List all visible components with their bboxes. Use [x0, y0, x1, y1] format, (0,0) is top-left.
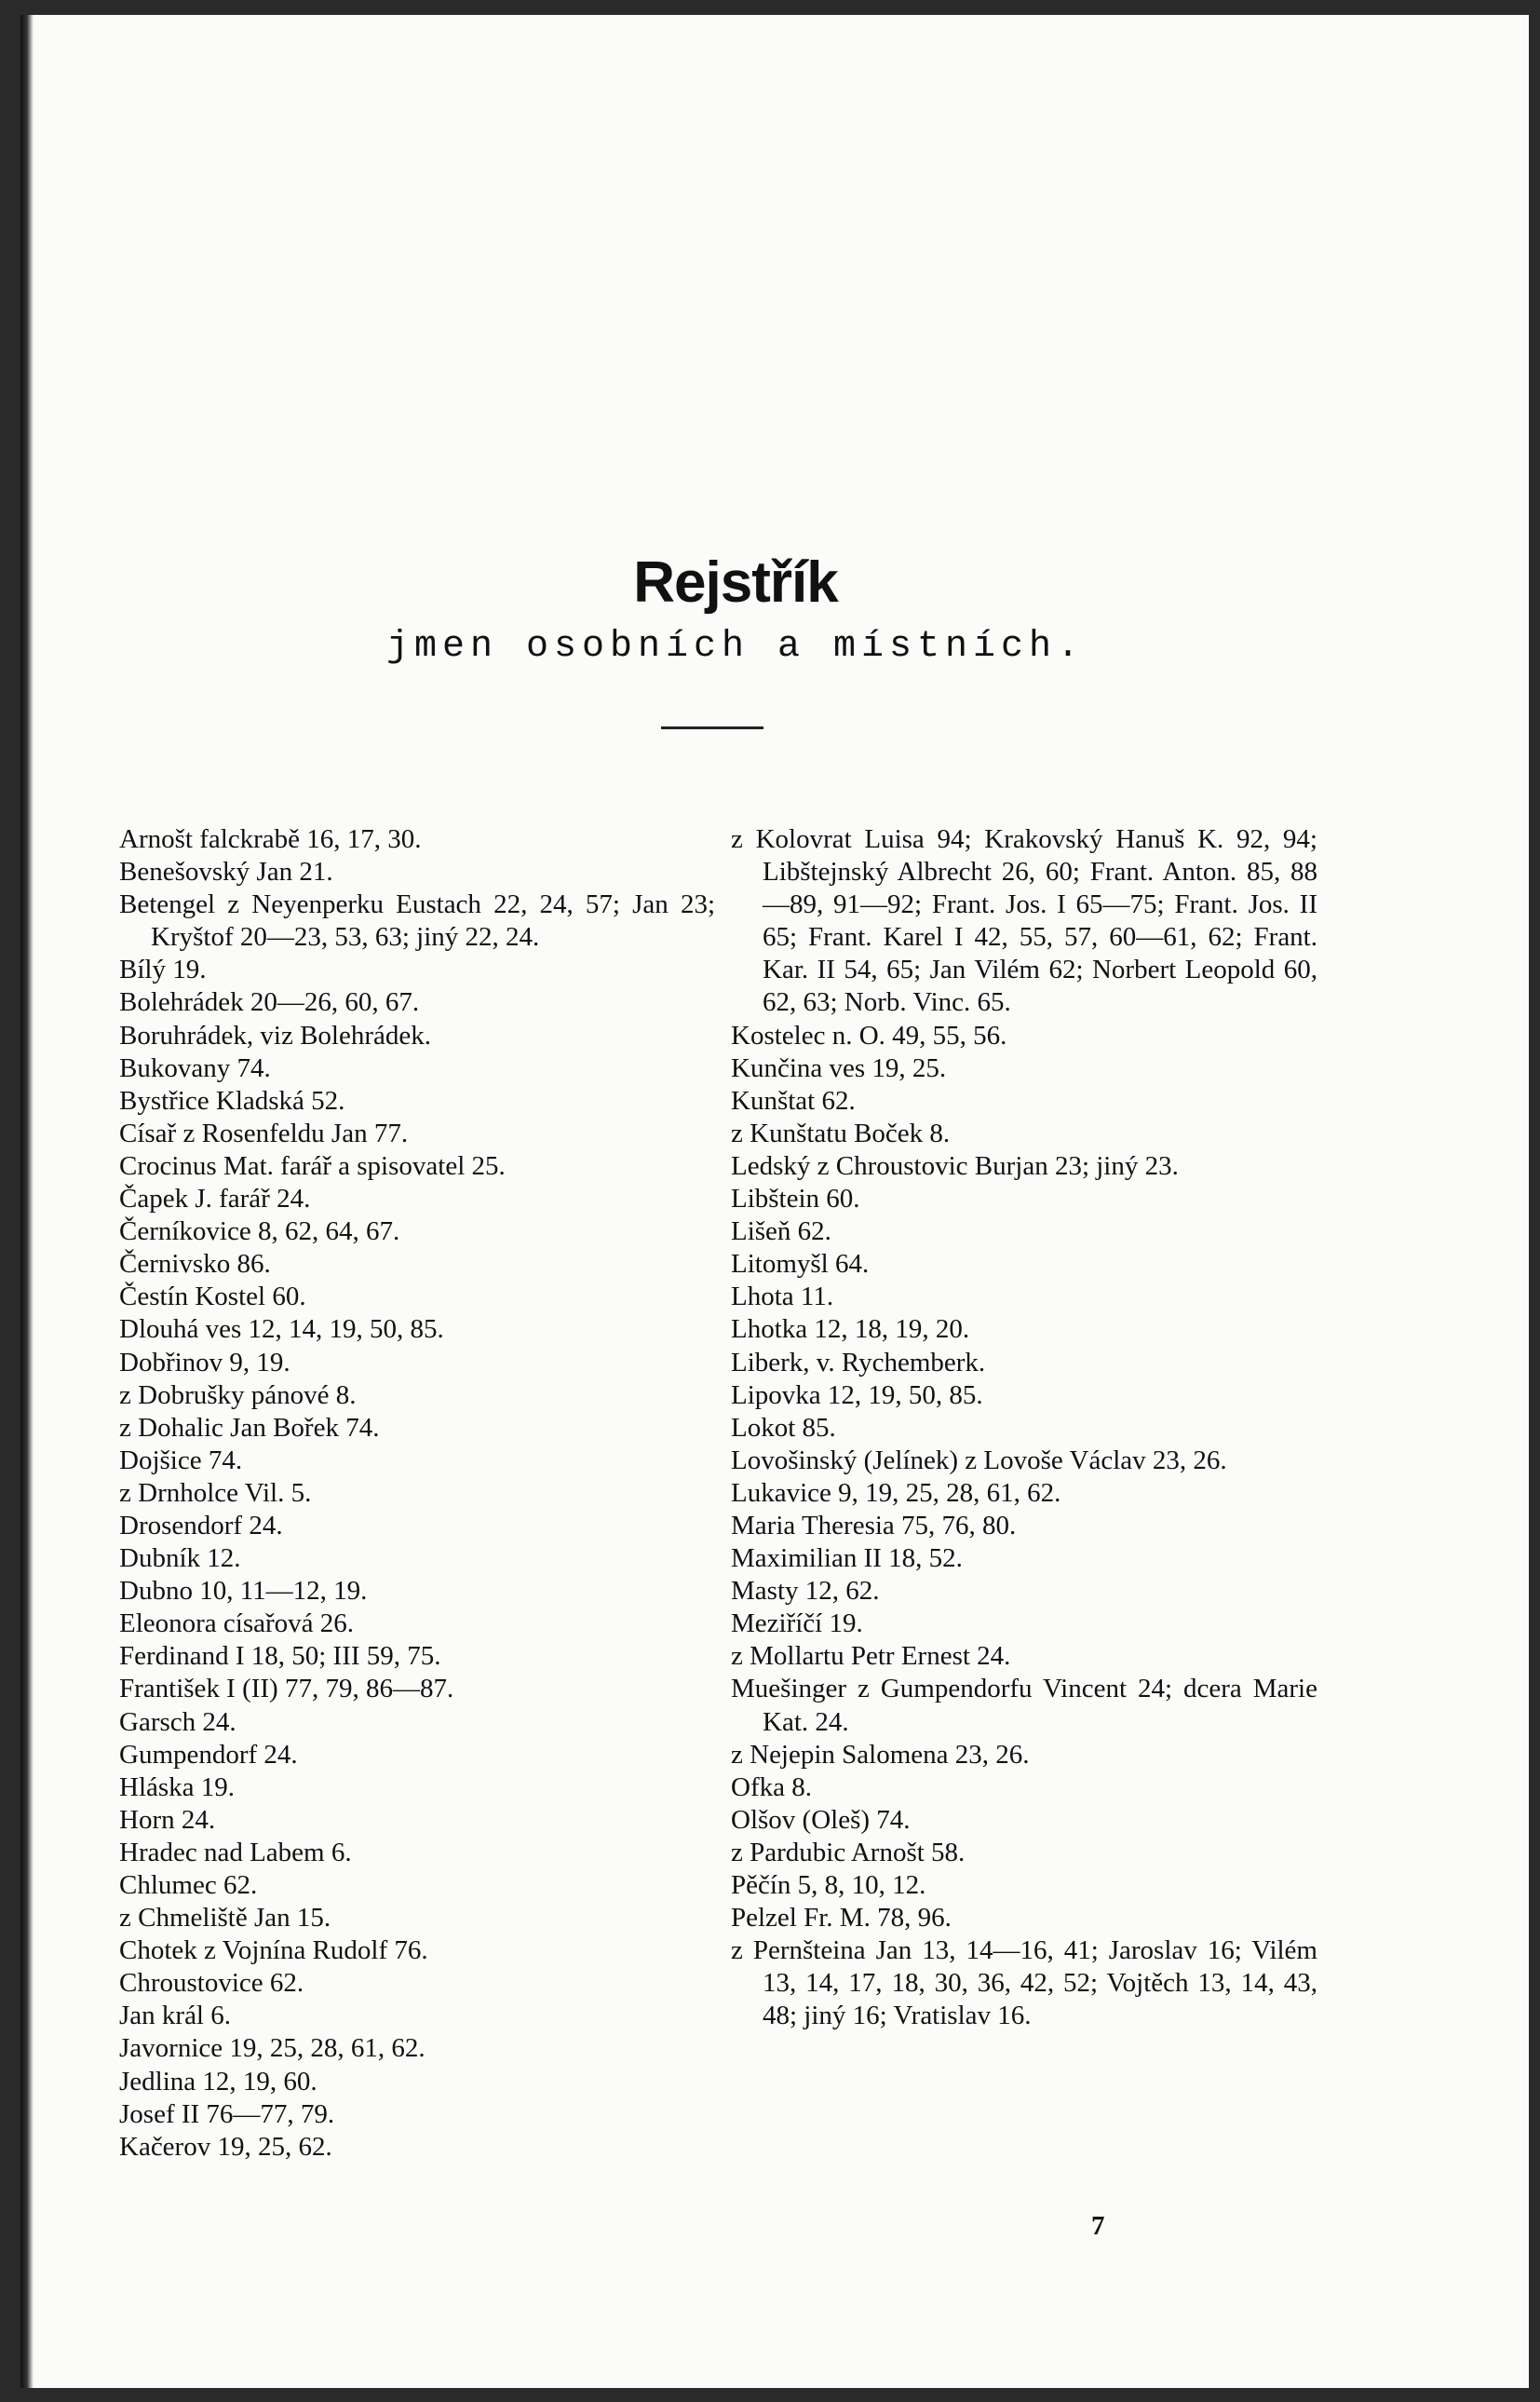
index-entry: Crocinus Mat. farář a spisovatel 25.: [119, 1150, 506, 1181]
index-entry: z Kolovrat Luisa 94; Krakovský Hanuš K. 92, 94; Libštejnský Albrecht 26, 60; Frant. Anton. 85, 88—89, 91—92; Frant. Jos. I 65—75; Frant. Jos. II 65; Frant. Karel I 42, 55, 57, 60—61, 62; Frant. Kar. II 54, 65; Jan Vilém 62; Norbert Leopold 60, 62, 63; Norb. Vinc. 65.: [731, 824, 1317, 1018]
index-entry: Pelzel Fr. M. 78, 96.: [731, 1903, 952, 1934]
index-entry: Kačerov 19, 25, 62.: [119, 2131, 332, 2162]
index-entry: Chlumec 62.: [119, 1870, 258, 1900]
index-entry: Gumpendorf 24.: [119, 1739, 298, 1770]
index-entry: Libštein 60.: [731, 1184, 860, 1215]
index-entry: Benešovský Jan 21.: [119, 857, 333, 888]
index-entry: Drosendorf 24.: [119, 1510, 283, 1540]
index-entry: Lovošinský (Jelínek) z Lovoše Václav 23, 26.: [731, 1445, 1227, 1475]
index-entry: Olšov (Oleš) 74.: [731, 1804, 911, 1835]
index-entry: Eleonora císařová 26.: [119, 1608, 355, 1639]
index-entry: Lipovka 12, 19, 50, 85.: [731, 1379, 983, 1410]
index-entry: Josef II 76—77, 79.: [119, 2098, 335, 2129]
index-entry: Kostelec n. O. 49, 55, 56.: [731, 1020, 1007, 1051]
page-spine-shadow: [20, 15, 34, 2388]
index-entry: Chroustovice 62.: [119, 1968, 304, 1999]
index-entry: Ferdinand I 18, 50; III 59, 75.: [119, 1641, 441, 1672]
index-column-left: [119, 823, 715, 2164]
index-column-right: [731, 823, 1317, 2032]
index-entry: Lukavice 9, 19, 25, 28, 61, 62.: [731, 1477, 1061, 1508]
index-entry: Bílý 19.: [119, 955, 207, 985]
index-entry: Lhota 11.: [731, 1282, 834, 1312]
index-entry: z Dobrušky pánové 8.: [119, 1379, 357, 1410]
title-divider: [661, 726, 763, 729]
index-entry: Kunštat 62.: [731, 1085, 856, 1116]
index-entry: Bukovany 74.: [119, 1052, 271, 1083]
index-entry: Chotek z Vojnína Rudolf 76.: [119, 1935, 428, 1966]
index-entry: Jedlina 12, 19, 60.: [119, 2066, 317, 2097]
index-entry: Meziříčí 19.: [731, 1608, 863, 1639]
index-entry: Bystřice Kladská 52.: [119, 1085, 345, 1116]
index-entry: Hradec nad Labem 6.: [119, 1837, 352, 1867]
index-entry: z Chmeliště Jan 15.: [119, 1903, 331, 1934]
index-entry: Černíkovice 8, 62, 64, 67.: [119, 1216, 400, 1247]
page-title: Rejstřík: [633, 550, 838, 615]
index-entry: Betengel z Neyenperku Eustach 22, 24, 57; Jan 23; Kryštof 20—23, 53, 63; jiný 22, 24.: [119, 889, 715, 953]
index-entry: Garsch 24.: [119, 1706, 236, 1737]
index-entry: František I (II) 77, 79, 86—87.: [119, 1674, 454, 1704]
index-entry: z Dohalic Jan Bořek 74.: [119, 1412, 380, 1443]
index-entry: Masty 12, 62.: [731, 1576, 880, 1607]
index-entry: z Pernšteina Jan 13, 14—16, 41; Jaroslav 16; Vilém 13, 14, 17, 18, 30, 36, 42, 52; Vojtěch 13, 14, 43, 48; jiný 16; Vratislav 16.: [731, 1935, 1317, 2031]
index-entry: Dojšice 74.: [119, 1445, 243, 1475]
index-entry: Hláska 19.: [119, 1771, 236, 1802]
index-entry: Arnošt falckrabě 16, 17, 30.: [119, 824, 422, 854]
index-entry: Javornice 19, 25, 28, 61, 62.: [119, 2033, 426, 2064]
index-entry: z Pardubic Arnošt 58.: [731, 1837, 966, 1867]
index-entry: Dubno 10, 11—12, 19.: [119, 1576, 368, 1607]
index-entry: Muešinger z Gumpendorfu Vincent 24; dcera Marie Kat. 24.: [731, 1674, 1317, 1737]
index-entry: Čapek J. farář 24.: [119, 1184, 311, 1215]
index-entry: Černivsko 86.: [119, 1249, 271, 1280]
index-entry: Lokot 85.: [731, 1412, 836, 1443]
index-entry: Liberk, v. Rychemberk.: [731, 1347, 986, 1377]
index-entry: Boruhrádek, viz Bolehrádek.: [119, 1020, 432, 1051]
index-entry: z Mollartu Petr Ernest 24.: [731, 1641, 1011, 1672]
index-entry: Čestín Kostel 60.: [119, 1282, 306, 1312]
page-number: 7: [1091, 2211, 1105, 2241]
index-entry: Maria Theresia 75, 76, 80.: [731, 1510, 1017, 1540]
index-entry: z Nejepin Salomena 23, 26.: [731, 1739, 1030, 1770]
index-entry: Maximilian II 18, 52.: [731, 1543, 963, 1574]
index-entry: Litomyšl 64.: [731, 1249, 870, 1280]
index-entry: z Kunštatu Boček 8.: [731, 1118, 951, 1148]
index-entry: Jan král 6.: [119, 2001, 231, 2031]
index-entry: Ofka 8.: [731, 1771, 812, 1802]
index-entry: Ledský z Chroustovic Burjan 23; jiný 23.: [731, 1150, 1179, 1181]
index-entry: z Drnholce Vil. 5.: [119, 1477, 312, 1508]
index-entry: Horn 24.: [119, 1804, 216, 1835]
index-entry: Bolehrádek 20—26, 60, 67.: [119, 987, 420, 1018]
index-entry: Lišeň 62.: [731, 1216, 831, 1247]
index-entry: Pěčín 5, 8, 10, 12.: [731, 1870, 926, 1900]
index-entry: Dubník 12.: [119, 1543, 241, 1574]
index-entry: Kunčina ves 19, 25.: [731, 1052, 947, 1083]
index-entry: Lhotka 12, 18, 19, 20.: [731, 1314, 970, 1345]
index-entry: Císař z Rosenfeldu Jan 77.: [119, 1118, 409, 1148]
index-entry: Dobřinov 9, 19.: [119, 1347, 290, 1377]
index-entry: Dlouhá ves 12, 14, 19, 50, 85.: [119, 1314, 444, 1345]
page-subtitle: jmen osobních a místních.: [385, 626, 1086, 668]
